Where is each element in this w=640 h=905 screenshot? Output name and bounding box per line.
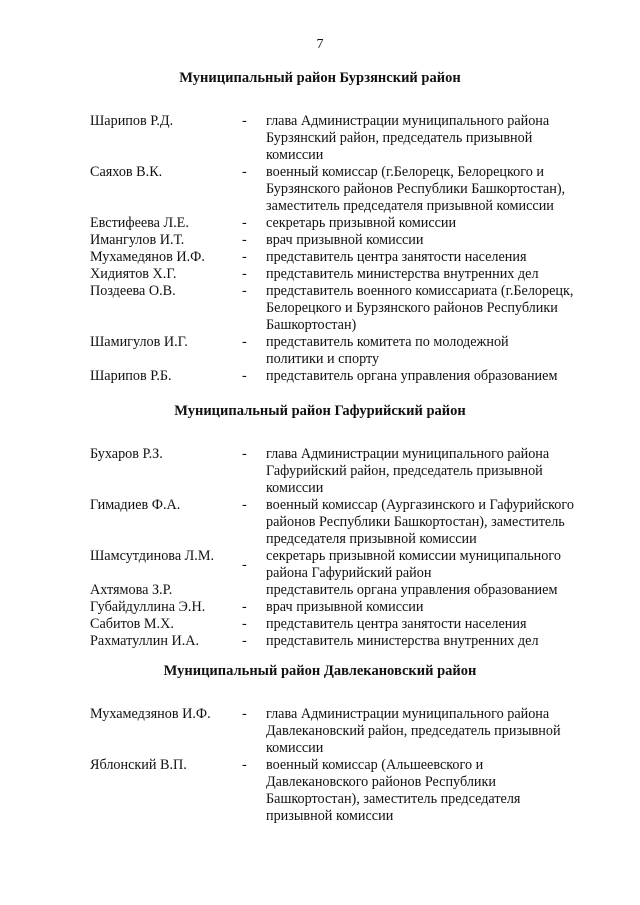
dash: - — [242, 283, 247, 299]
member-name: Имангулов И.Т. — [90, 232, 185, 248]
member-role — [266, 266, 606, 283]
member-name: Сабитов М.Х. — [90, 616, 174, 632]
member-role — [266, 113, 606, 164]
role-line: заместитель председателя призывной комиссии — [266, 198, 554, 214]
member-list — [0, 446, 640, 650]
member-role — [266, 757, 606, 825]
role-line: представитель органа управления образованием — [266, 368, 558, 384]
role-line: Башкортостан) — [266, 317, 357, 333]
dash: - — [242, 633, 247, 649]
dash: - — [242, 497, 247, 513]
dash: - — [242, 757, 247, 773]
role-line: комиссии — [266, 147, 324, 163]
member-row — [0, 215, 640, 232]
role-line: Гафурийский район, председатель призывной — [266, 463, 543, 479]
section-title: Муниципальный район Давлекановский район — [163, 663, 477, 679]
member-name: Хидиятов Х.Г. — [90, 266, 177, 282]
member-role — [266, 215, 606, 232]
member-row — [0, 633, 640, 650]
role-line: врач призывной комиссии — [266, 232, 424, 248]
role-line: Башкортостан), заместитель председателя — [266, 791, 521, 807]
member-role — [266, 497, 606, 548]
dash: - — [242, 368, 247, 384]
dash: - — [242, 249, 247, 265]
member-row — [0, 582, 640, 599]
member-row — [0, 616, 640, 633]
member-name: Шамсутдинова Л.М. — [90, 548, 214, 564]
member-name: Ахтямова З.Р. — [90, 582, 173, 598]
role-line: секретарь призывной комиссии — [266, 215, 457, 231]
member-name: Шарипов Р.Д. — [90, 113, 174, 129]
dash: - — [242, 616, 247, 632]
role-line: военный комиссар (г.Белорецк, Белорецкого и — [266, 164, 544, 180]
member-role — [266, 334, 606, 368]
role-line: района Гафурийский район — [266, 565, 432, 581]
section-davlekanovsky — [0, 662, 640, 825]
dash: - — [242, 706, 247, 722]
member-role — [266, 633, 606, 650]
section-title: Муниципальный район Гафурийский район — [174, 403, 466, 419]
page-number: 7 — [316, 37, 324, 52]
member-name: Яблонский В.П. — [90, 757, 187, 773]
role-line: Давлекановского районов Республики — [266, 774, 496, 790]
member-role — [266, 232, 606, 249]
member-name: Рахматуллин И.А. — [90, 633, 200, 649]
role-line: районов Республики Башкортостан), заместитель — [266, 514, 565, 530]
role-line: политики и спорту — [266, 351, 380, 367]
dash: - — [242, 266, 247, 282]
role-line: представитель комитета по молодежной — [266, 334, 509, 350]
role-line: военный комиссар (Альшеевского и — [266, 757, 484, 773]
member-name: Губайдуллина Э.Н. — [90, 599, 206, 615]
dash: - — [242, 232, 247, 248]
dash: - — [242, 446, 247, 462]
member-row — [0, 113, 640, 164]
member-role — [266, 548, 606, 582]
dash: - — [242, 113, 247, 129]
member-role — [266, 706, 606, 757]
member-row — [0, 283, 640, 334]
role-line: глава Администрации муниципального района — [266, 706, 550, 722]
role-line: глава Администрации муниципального района — [266, 446, 550, 462]
member-role — [266, 164, 606, 215]
member-row — [0, 548, 640, 582]
member-role — [266, 283, 606, 334]
section-title: Муниципальный район Бурзянский район — [179, 70, 461, 86]
member-name: Гимадиев Ф.А. — [90, 497, 181, 513]
dash: - — [242, 599, 247, 615]
role-line: представитель центра занятости населения — [266, 616, 527, 632]
role-line: представитель органа управления образованием — [266, 582, 558, 598]
role-line: представитель центра занятости населения — [266, 249, 527, 265]
role-line: комиссии — [266, 480, 324, 496]
member-row — [0, 368, 640, 385]
member-list — [0, 706, 640, 825]
role-line: Давлекановский район, председатель призывной — [266, 723, 561, 739]
section-gafuriysky — [0, 402, 640, 650]
role-line: глава Администрации муниципального района — [266, 113, 550, 129]
member-name: Шарипов Р.Б. — [90, 368, 172, 384]
member-row — [0, 757, 640, 825]
role-line: представитель министерства внутренних дел — [266, 266, 539, 282]
member-name: Поздеева О.В. — [90, 283, 176, 299]
dash: - — [242, 557, 247, 573]
role-line: призывной комиссии — [266, 808, 394, 824]
member-row — [0, 266, 640, 283]
member-row — [0, 599, 640, 616]
member-name: Мухамедзянов И.Ф. — [90, 706, 211, 722]
member-list — [0, 113, 640, 385]
role-line: представитель министерства внутренних дел — [266, 633, 539, 649]
member-row — [0, 334, 640, 368]
section-burzyansky — [0, 69, 640, 385]
member-row — [0, 249, 640, 266]
member-row — [0, 497, 640, 548]
member-role — [266, 582, 606, 599]
member-row — [0, 706, 640, 757]
member-name: Шамигулов И.Г. — [90, 334, 188, 350]
dash: - — [242, 215, 247, 231]
dash: - — [242, 334, 247, 350]
role-line: секретарь призывной комиссии муниципального — [266, 548, 561, 564]
role-line: Бурзянского районов Республики Башкортостан), — [266, 181, 566, 197]
role-line: врач призывной комиссии — [266, 599, 424, 615]
member-role — [266, 368, 606, 385]
role-line: Бурзянский район, председатель призывной — [266, 130, 533, 146]
role-line: комиссии — [266, 740, 324, 756]
dash: - — [242, 164, 247, 180]
member-name: Саяхов В.К. — [90, 164, 163, 180]
member-name: Евстифеева Л.Е. — [90, 215, 189, 231]
role-line: военный комиссар (Аургазинского и Гафурийского — [266, 497, 574, 513]
member-role — [266, 446, 606, 497]
role-line: Белорецкого и Бурзянского районов Республики — [266, 300, 558, 316]
member-row — [0, 164, 640, 215]
member-row — [0, 232, 640, 249]
member-name: Мухамедянов И.Ф. — [90, 249, 205, 265]
member-row — [0, 446, 640, 497]
member-role — [266, 599, 606, 616]
role-line: председателя призывной комиссии — [266, 531, 477, 547]
member-role — [266, 249, 606, 266]
role-line: представитель военного комиссариата (г.Белорецк, — [266, 283, 574, 299]
member-name: Бухаров Р.З. — [90, 446, 163, 462]
member-role — [266, 616, 606, 633]
